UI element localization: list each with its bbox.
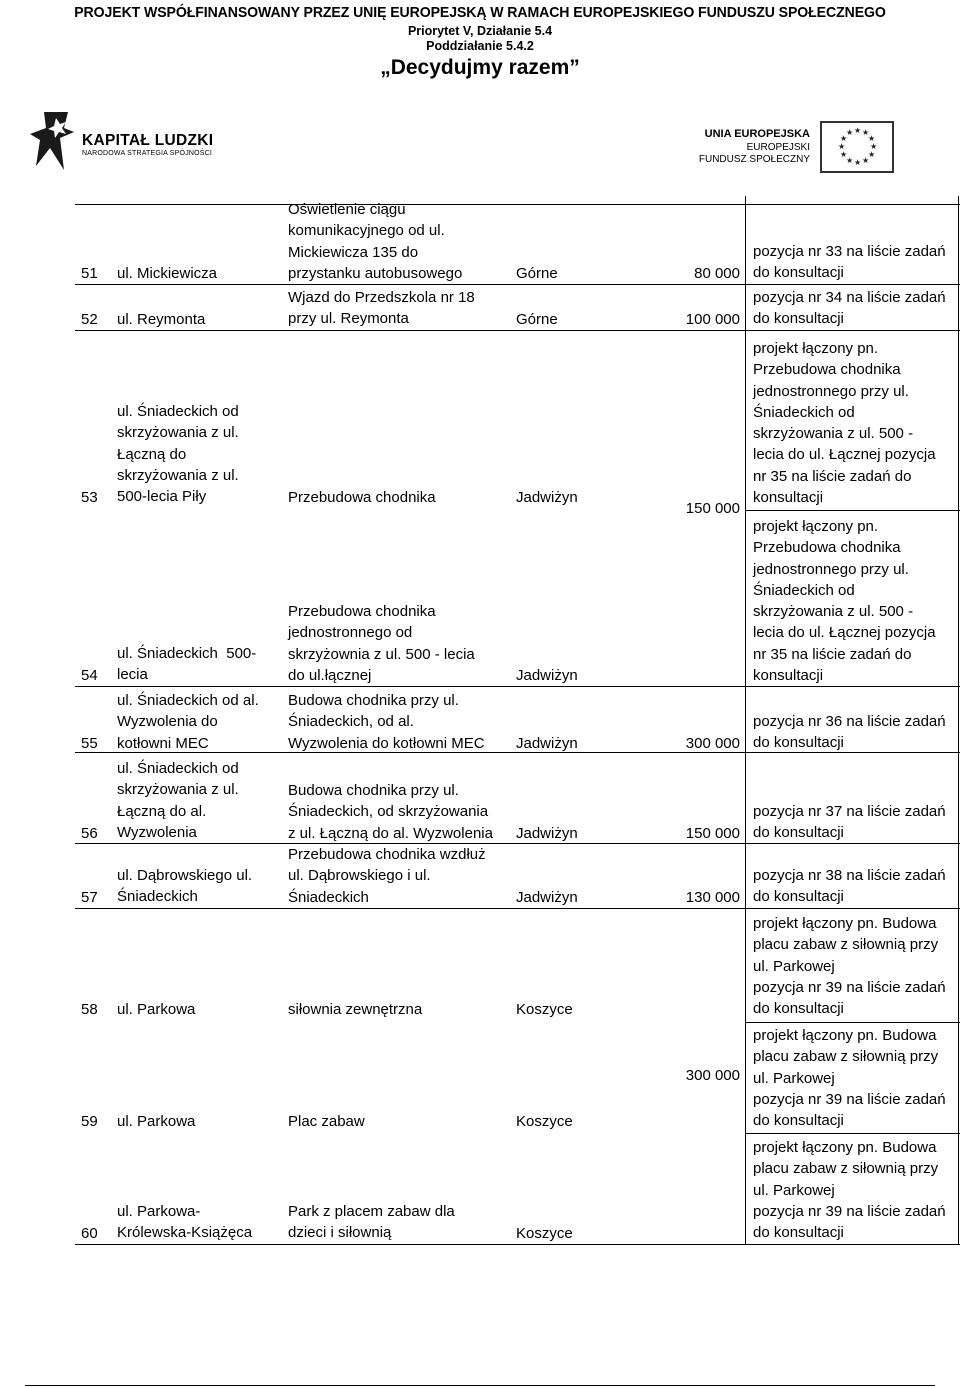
- area-cell: Jadwiżyn: [516, 889, 578, 906]
- note-cell: projekt łączony pn. Budowa placu zabaw z siłownią przy ul. Parkowej pozycja nr 39 na liście zadań do konsultacji: [753, 1139, 946, 1242]
- svg-text:★: ★: [854, 158, 862, 167]
- street-cell: ul. Reymonta: [117, 311, 206, 328]
- row-number: 52: [81, 311, 98, 328]
- svg-text:★: ★: [838, 142, 846, 151]
- svg-text:★: ★: [846, 128, 854, 137]
- project-header-line: PROJEKT WSPÓŁFINANSOWANY PRZEZ UNIĘ EUROPEJSKĄ W RAMACH EUROPEJSKIEGO FUNDUSZU SPOŁECZNEGO: [74, 4, 886, 21]
- description-cell: Oświetlenie ciągu komunikacyjnego od ul. Mickiewicza 135 do przystanku autobusowego: [288, 201, 463, 282]
- area-cell: Koszyce: [516, 1225, 573, 1242]
- row-number: 56: [81, 825, 98, 842]
- priority-line: Priorytet V, Działanie 5.4: [407, 24, 553, 38]
- street-cell: ul. Parkowa: [117, 1001, 196, 1018]
- area-cell: Jadwiżyn: [516, 825, 578, 842]
- note-cell: projekt łączony pn. Budowa placu zabaw z siłownią przy ul. Parkowej pozycja nr 39 na liście zadań do konsultacji: [753, 1027, 946, 1130]
- table-rule: [745, 1133, 960, 1134]
- kapital-ludzki-emblem-icon: [30, 108, 80, 174]
- logo-left-subtitle: NARODOWA STRATEGIA SPÓJNOŚCI: [82, 150, 213, 157]
- amount-cell: 150 000: [685, 500, 740, 517]
- logo-right-line3: FUNDUSZ SPOŁECZNY: [698, 154, 810, 165]
- description-cell: Przebudowa chodnika jednostronnego od skrzyżownia z ul. 500 - lecia do ul.łącznej: [288, 603, 475, 684]
- area-cell: Jadwiżyn: [516, 735, 578, 752]
- description-cell: Park z placem zabaw dla dzieci i siłownią: [288, 1203, 455, 1242]
- note-cell: pozycja nr 33 na liście zadań do konsultacji: [753, 243, 946, 282]
- note-cell: projekt łączony pn. Przebudowa chodnika jednostronnego przy ul. Śniadeckich od skrzyżowania z ul. 500 - lecia do ul. Łącznej pozycja nr 35 na liście zadań do konsultacji: [753, 340, 936, 507]
- street-cell: ul. Śniadeckich od al. Wyzwolenia do kotłowni MEC: [117, 692, 259, 752]
- svg-text:★: ★: [868, 150, 876, 159]
- project-slogan: „Decydujmy razem”: [380, 56, 580, 79]
- eu-flag-icon: [820, 121, 894, 173]
- description-cell: siłownia zewnętrzna: [288, 1001, 423, 1018]
- street-cell: ul. Parkowa- Królewska-Książęca: [117, 1203, 253, 1242]
- note-cell: pozycja nr 34 na liście zadań do konsultacji: [753, 289, 946, 328]
- description-cell: Budowa chodnika przy ul. Śniadeckich, od skrzyżowania z ul. Łączną do al. Wyzwolenia: [288, 782, 493, 842]
- note-cell: projekt łączony pn. Budowa placu zabaw z siłownią przy ul. Parkowej pozycja nr 39 na liście zadań do konsultacji: [753, 915, 946, 1018]
- description-cell: Budowa chodnika przy ul. Śniadeckich, od al. Wyzwolenia do kotłowni MEC: [288, 692, 485, 752]
- amount-cell: 300 000: [685, 735, 740, 752]
- area-cell: Koszyce: [516, 1001, 573, 1018]
- logo-right-line1: UNIA EUROPEJSKA: [704, 128, 810, 140]
- amount-cell: 300 000: [685, 1067, 740, 1084]
- svg-text:★: ★: [870, 142, 878, 151]
- svg-text:★: ★: [840, 134, 848, 143]
- svg-text:★: ★: [862, 156, 870, 165]
- description-cell: Przebudowa chodnika: [288, 489, 436, 506]
- amount-cell: 130 000: [685, 889, 740, 906]
- note-cell: projekt łączony pn. Przebudowa chodnika jednostronnego przy ul. Śniadeckich od skrzyżowania z ul. 500 - lecia do ul. Łącznej pozycja nr 35 na liście zadań do konsultacji: [753, 518, 936, 685]
- row-number: 51: [81, 265, 98, 282]
- table-rule: [745, 196, 746, 1245]
- area-cell: Jadwiżyn: [516, 489, 578, 506]
- subaction-line: Poddziałanie 5.4.2: [426, 39, 534, 53]
- row-number: 54: [81, 667, 98, 684]
- amount-cell: 80 000: [694, 265, 740, 282]
- amount-cell: 100 000: [685, 311, 740, 328]
- street-cell: ul. Dąbrowskiego ul. Śniadeckich: [117, 867, 253, 906]
- note-cell: pozycja nr 36 na liście zadań do konsultacji: [753, 713, 946, 752]
- logo-left-title: KAPITAŁ LUDZKI: [82, 132, 214, 149]
- street-cell: ul. Śniadeckich 500- lecia: [117, 645, 257, 684]
- area-cell: Koszyce: [516, 1113, 573, 1130]
- description-cell: Plac zabaw: [288, 1113, 365, 1130]
- street-cell: ul. Parkowa: [117, 1113, 196, 1130]
- street-cell: ul. Mickiewicza: [117, 265, 218, 282]
- svg-text:★: ★: [854, 126, 862, 135]
- table-rule: [745, 1022, 960, 1023]
- footer-rule: [25, 1385, 935, 1386]
- amount-cell: 150 000: [685, 825, 740, 842]
- description-cell: Przebudowa chodnika wzdłuż ul. Dąbrowskiego i ul. Śniadeckich: [288, 846, 486, 906]
- area-cell: Jadwiżyn: [516, 667, 578, 684]
- area-cell: Górne: [516, 265, 558, 282]
- svg-text:★: ★: [840, 150, 848, 159]
- street-cell: ul. Śniadeckich od skrzyżowania z ul. Łączną do al. Wyzwolenia: [117, 760, 239, 841]
- svg-text:★: ★: [862, 128, 870, 137]
- logo-right-line2: EUROPEJSKI: [746, 142, 810, 153]
- row-number: 53: [81, 489, 98, 506]
- svg-text:★: ★: [868, 134, 876, 143]
- street-cell: ul. Śniadeckich od skrzyżowania z ul. Łączną do skrzyżowania z ul. 500-lecia Piły: [117, 403, 239, 506]
- row-number: 58: [81, 1001, 98, 1018]
- table-rule: [745, 510, 960, 511]
- row-number: 57: [81, 889, 98, 906]
- kapital-ludzki-logo: [30, 108, 80, 174]
- note-cell: pozycja nr 38 na liście zadań do konsultacji: [753, 867, 946, 906]
- area-cell: Górne: [516, 311, 558, 328]
- row-number: 60: [81, 1225, 98, 1242]
- note-cell: pozycja nr 37 na liście zadań do konsultacji: [753, 803, 946, 842]
- row-number: 55: [81, 735, 98, 752]
- table-rule: [75, 204, 960, 205]
- svg-text:★: ★: [846, 156, 854, 165]
- description-cell: Wjazd do Przedszkola nr 18 przy ul. Reymonta: [288, 289, 475, 328]
- table-rule: [958, 196, 959, 1245]
- row-number: 59: [81, 1113, 98, 1130]
